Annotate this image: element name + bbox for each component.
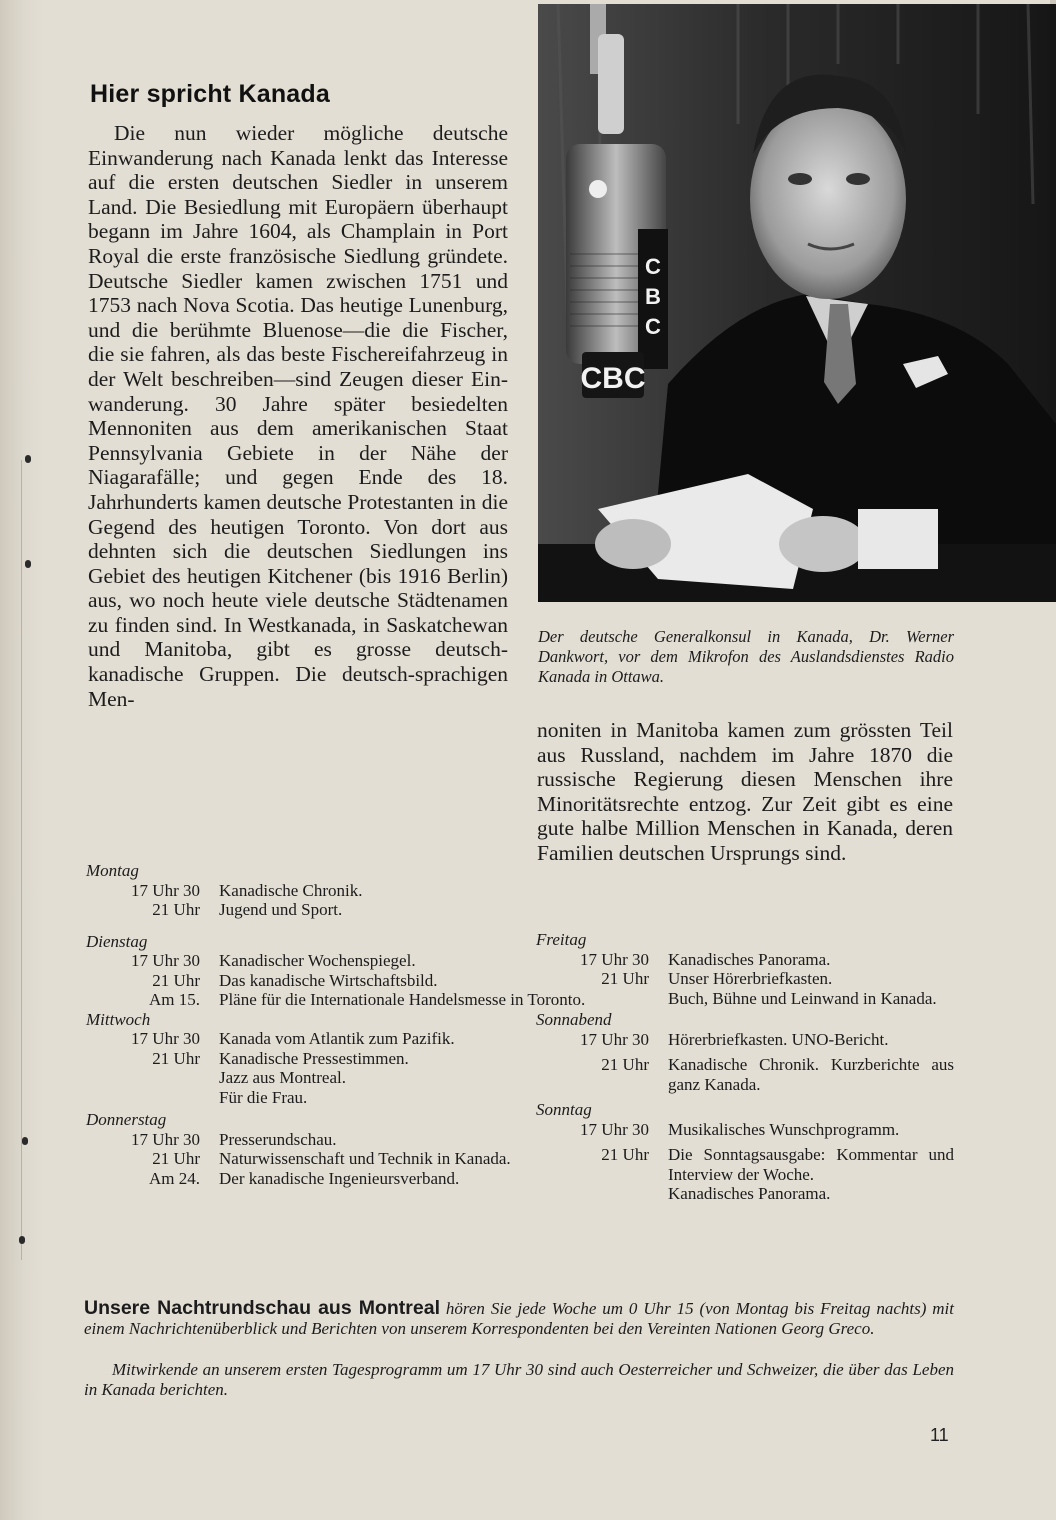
footer-text: hören Sie jede Woche um 0 Uhr 15 (von Montag bis Freitag nachts) mit einem Nachrichtenüberblick und Berichten von unserem Korrespondenten bei den Vereinten Nationen Georg Greco.	[84, 1299, 954, 1338]
entry-time: 17 Uhr 30	[131, 951, 200, 970]
day-label: Sonnabend	[536, 1010, 612, 1029]
program-title: Kanadisches Panorama.	[668, 949, 831, 969]
schedule-entry	[86, 1130, 506, 1150]
page-number: 11	[930, 1425, 949, 1445]
schedule-entry	[86, 951, 506, 971]
program-title: Kanadischer Wochenspiegel.	[219, 951, 416, 970]
schedule-entry	[536, 1055, 954, 1094]
program-title: Jugend und Sport.	[219, 900, 343, 919]
article-body-right: noniten in Manitoba kamen zum grössten Teil aus Russland, nachdem im Jahre 1870 die russische Regierung diesen Menschen ihre Minoritätsrechte entzog. Zur Zeit gibt es eine gute halbe Million Menschen in Kanada, deren Familien deutschen Ursprungs sind.	[537, 718, 953, 865]
day-label: Mittwoch	[86, 1009, 151, 1029]
entry-time: 21 Uhr	[601, 1055, 649, 1074]
article-title: Hier spricht Kanada	[90, 80, 330, 108]
schedule-entry	[536, 1120, 954, 1140]
schedule-day	[536, 930, 954, 1008]
schedule-entry	[86, 1049, 506, 1108]
entry-time: Am 24.	[149, 1168, 200, 1188]
binding-gutter	[0, 0, 44, 1520]
schedule-day	[86, 861, 506, 920]
binding-hole	[25, 455, 31, 463]
entry-time: 17 Uhr 30	[580, 949, 649, 969]
schedule-entry	[86, 881, 506, 901]
schedule-day	[536, 1100, 954, 1204]
schedule-day	[86, 1110, 511, 1188]
footer-lead: Unsere Nachtrundschau aus Montreal	[84, 1297, 441, 1319]
svg-text:C: C	[645, 314, 661, 339]
face	[750, 99, 906, 299]
schedule-entry	[86, 1029, 506, 1049]
svg-text:B: B	[645, 284, 661, 309]
entry-time: 17 Uhr 30	[131, 880, 200, 900]
footer-paragraph	[84, 1298, 954, 1339]
schedule-entry	[536, 1145, 954, 1204]
schedule-day	[536, 1010, 954, 1094]
microphone-icon	[566, 144, 668, 398]
entry-time: 17 Uhr 30	[580, 1029, 649, 1049]
program-title: Die Sonntagsausgabe: Kommentar und Interview der Woche.	[668, 1145, 954, 1184]
entry-time: 17 Uhr 30	[580, 1119, 649, 1139]
schedule-entry	[86, 971, 506, 991]
program-title: Kanadische Pressestimmen.	[219, 1048, 409, 1068]
entry-time: 21 Uhr	[152, 1048, 200, 1068]
entry-time: 21 Uhr	[152, 970, 200, 990]
entry-time: 21 Uhr	[152, 900, 200, 919]
program-title: Hörerbriefkasten. UNO-Bericht.	[668, 1029, 889, 1049]
program-title: Buch, Bühne und Leinwand in Kanada.	[668, 988, 937, 1008]
program-title: Pläne für die Internationale Handelsmesse in Toronto.	[219, 990, 586, 1009]
program-title: Das kanadische Wirtschaftsbild.	[219, 970, 438, 990]
binding-hole	[25, 560, 31, 568]
schedule-entry	[86, 990, 586, 1010]
day-label: Freitag	[536, 930, 587, 949]
program-title: Kanadisches Panorama.	[668, 1184, 831, 1203]
program-title: Kanada vom Atlantik zum Pazifik.	[219, 1029, 455, 1048]
footer-note: Mitwirkende an unserem ersten Tagesprogramm um 17 Uhr 30 sind auch Oesterreicher und Schweizer, die über das Leben in Kanada berichten.	[84, 1360, 954, 1399]
binding-hole	[22, 1137, 28, 1145]
svg-text:C: C	[645, 254, 661, 279]
entry-time: 21 Uhr	[152, 1149, 200, 1168]
schedule-entry	[536, 969, 954, 1008]
program-title: Kanadische Chronik. Kurzberichte aus ganz Kanada.	[668, 1055, 954, 1094]
schedule-entry	[86, 1149, 511, 1169]
entry-time: 21 Uhr	[601, 1145, 649, 1164]
photo-consul-at-microphone	[538, 4, 1056, 602]
program-title: Der kanadische Ingenieursverband.	[219, 1168, 460, 1188]
schedule-entry	[536, 1030, 954, 1050]
day-label: Donnerstag	[86, 1110, 167, 1129]
schedule-entry	[86, 900, 506, 920]
program-title: Für die Frau.	[219, 1087, 308, 1107]
mic-label: CBC	[580, 362, 646, 395]
day-label: Montag	[86, 861, 139, 880]
schedule-entry	[536, 950, 954, 970]
entry-time: 17 Uhr 30	[131, 1129, 200, 1149]
program-title: Jazz aus Montreal.	[219, 1068, 346, 1087]
schedule-right	[536, 930, 954, 1204]
article-body-left: Die nun wieder mögliche deutsche Einwanderung nach Kanada lenkt das Interesse auf die ersten deutschen Siedler in unserem Land. Die Besiedlung mit Europäern überhaupt begann im Jahre 1604, als Champlain in Port Royal die erste französische Siedlung gründete. Deutsche Siedler kamen zwischen 1751 und 1753 nach Nova Scotia. Das heutige Lunenburg, und die berühmte Bluenose—die die Fischer, die sie fahren, als das beste Fischereifahrzeug in der Welt beschreiben—sind Zeugen dieser Einwanderung. 30 Jahre später besiedelten Mennoniten aus dem amerikanischen Staat Pennsylvania Gebiete in der Nähe der Niagarafälle; und gegen Ende des 18. Jahrhunderts kamen deutsche Protestanten in die Gegend des heutigen Toronto. Von dort aus dehnten sich die deutschen Siedlungen ins Gebiet des heutigen Kitchener (bis 1916 Berlin) aus, wo noch heute viele deutsche Städtenamen zu finden sind. In Westkanada, in Saskatchewan und Manitoba, gibt es grosse deutsch-kanadische Gruppen. Die deutsch-sprachigen Men-	[88, 121, 508, 711]
entry-time: 17 Uhr 30	[131, 1029, 200, 1048]
binding-hole	[19, 1236, 25, 1244]
day-label: Sonntag	[536, 1100, 592, 1119]
program-title: Naturwissenschaft und Technik in Kanada.	[219, 1149, 511, 1168]
schedule-day	[86, 1010, 506, 1108]
day-label: Dienstag	[86, 931, 148, 951]
program-title: Kanadische Chronik.	[219, 880, 363, 900]
program-title: Musikalisches Wunschprogramm.	[668, 1119, 900, 1139]
entry-time: Am 15.	[149, 990, 200, 1009]
program-title: Presserundschau.	[219, 1129, 337, 1149]
schedule-entry	[86, 1169, 506, 1189]
photo-caption: Der deutsche Generalkonsul in Kanada, Dr. Werner Dankwort, vor dem Mikrofon des Auslandsdienstes Radio Kanada in Ottawa.	[538, 627, 954, 686]
entry-time: 21 Uhr	[601, 969, 649, 988]
program-title: Unser Hörerbriefkasten.	[668, 969, 833, 988]
